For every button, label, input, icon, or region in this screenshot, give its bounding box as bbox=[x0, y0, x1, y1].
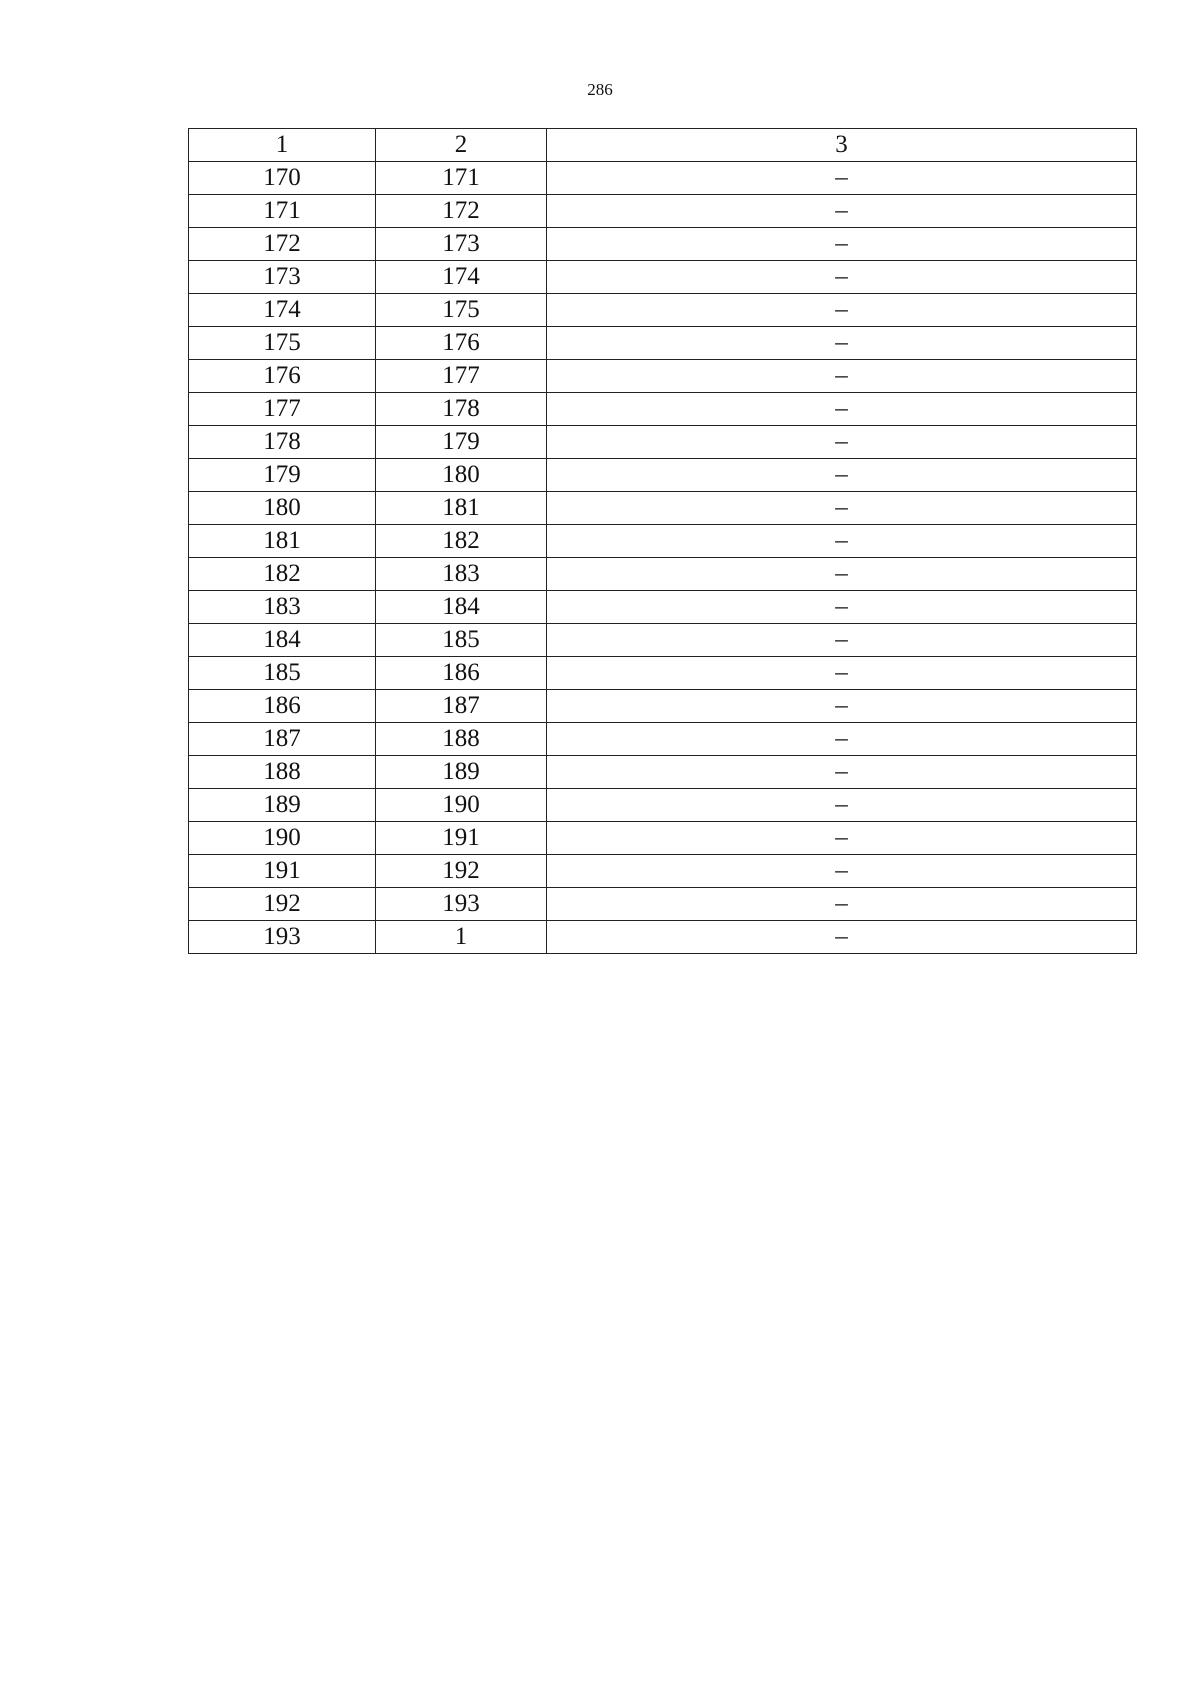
table-cell: 189 bbox=[189, 789, 376, 822]
table-cell: 178 bbox=[189, 426, 376, 459]
table-row bbox=[189, 591, 1137, 624]
table-cell: 173 bbox=[189, 261, 376, 294]
table-row bbox=[189, 228, 1137, 261]
table-row bbox=[189, 558, 1137, 591]
table-body bbox=[189, 162, 1137, 954]
table-cell: – bbox=[547, 162, 1137, 195]
table-cell: 188 bbox=[189, 756, 376, 789]
table-row bbox=[189, 327, 1137, 360]
table-cell: – bbox=[547, 624, 1137, 657]
page-number: 286 bbox=[587, 80, 613, 99]
table-cell: 175 bbox=[376, 294, 547, 327]
table-row bbox=[189, 723, 1137, 756]
table-cell: 172 bbox=[189, 228, 376, 261]
table-cell: 172 bbox=[376, 195, 547, 228]
table-cell: – bbox=[547, 393, 1137, 426]
table-cell: 187 bbox=[189, 723, 376, 756]
table-cell: 179 bbox=[376, 426, 547, 459]
table-cell: 183 bbox=[376, 558, 547, 591]
table-row bbox=[189, 195, 1137, 228]
table-row bbox=[189, 294, 1137, 327]
table-cell: 192 bbox=[376, 855, 547, 888]
table-cell: – bbox=[547, 822, 1137, 855]
table-cell: 185 bbox=[376, 624, 547, 657]
table-cell: – bbox=[547, 327, 1137, 360]
table-cell: – bbox=[547, 228, 1137, 261]
table-row bbox=[189, 822, 1137, 855]
table-cell: 191 bbox=[189, 855, 376, 888]
table-cell: 191 bbox=[376, 822, 547, 855]
table-cell: 178 bbox=[376, 393, 547, 426]
table-cell: 176 bbox=[189, 360, 376, 393]
table-cell: 174 bbox=[189, 294, 376, 327]
table-row bbox=[189, 855, 1137, 888]
column-header-1: 1 bbox=[189, 129, 376, 162]
table-row bbox=[189, 921, 1137, 954]
table-row bbox=[189, 657, 1137, 690]
table-row bbox=[189, 459, 1137, 492]
table-cell: 192 bbox=[189, 888, 376, 921]
table-row bbox=[189, 756, 1137, 789]
table-cell: – bbox=[547, 657, 1137, 690]
table-row bbox=[189, 426, 1137, 459]
table-cell: 190 bbox=[189, 822, 376, 855]
table-header-row bbox=[189, 129, 1137, 162]
table-row bbox=[189, 360, 1137, 393]
table-cell: 183 bbox=[189, 591, 376, 624]
table-row bbox=[189, 624, 1137, 657]
table-cell: 181 bbox=[189, 525, 376, 558]
table-row bbox=[189, 162, 1137, 195]
table-cell: 173 bbox=[376, 228, 547, 261]
table-cell: 187 bbox=[376, 690, 547, 723]
table-row bbox=[189, 525, 1137, 558]
table-cell: – bbox=[547, 756, 1137, 789]
table-cell: – bbox=[547, 558, 1137, 591]
table-cell: 186 bbox=[376, 657, 547, 690]
table-cell: 186 bbox=[189, 690, 376, 723]
table-cell: 180 bbox=[189, 492, 376, 525]
table-cell: – bbox=[547, 261, 1137, 294]
table-cell: – bbox=[547, 888, 1137, 921]
table-cell: 171 bbox=[189, 195, 376, 228]
table-cell: 184 bbox=[376, 591, 547, 624]
table-row bbox=[189, 261, 1137, 294]
column-header-2: 2 bbox=[376, 129, 547, 162]
table-cell: – bbox=[547, 855, 1137, 888]
data-table bbox=[188, 128, 1137, 954]
table-cell: 189 bbox=[376, 756, 547, 789]
table-cell: 179 bbox=[189, 459, 376, 492]
table-row bbox=[189, 888, 1137, 921]
table-row bbox=[189, 789, 1137, 822]
table-cell: 181 bbox=[376, 492, 547, 525]
table-cell: 175 bbox=[189, 327, 376, 360]
table-cell: 182 bbox=[376, 525, 547, 558]
table-cell: – bbox=[547, 789, 1137, 822]
table-row bbox=[189, 393, 1137, 426]
table-cell: 176 bbox=[376, 327, 547, 360]
table-cell: – bbox=[547, 723, 1137, 756]
table-cell: – bbox=[547, 492, 1137, 525]
table-cell: 185 bbox=[189, 657, 376, 690]
column-header-3: 3 bbox=[547, 129, 1137, 162]
table-cell: – bbox=[547, 591, 1137, 624]
table-cell: 174 bbox=[376, 261, 547, 294]
table-cell: – bbox=[547, 426, 1137, 459]
table-row bbox=[189, 690, 1137, 723]
table-cell: 1 bbox=[376, 921, 547, 954]
table-cell: – bbox=[547, 459, 1137, 492]
table-cell: 182 bbox=[189, 558, 376, 591]
table-cell: 177 bbox=[376, 360, 547, 393]
table-cell: – bbox=[547, 195, 1137, 228]
table-cell: 180 bbox=[376, 459, 547, 492]
table-cell: – bbox=[547, 921, 1137, 954]
table-cell: – bbox=[547, 690, 1137, 723]
table-cell: 177 bbox=[189, 393, 376, 426]
table-cell: – bbox=[547, 525, 1137, 558]
table-cell: 184 bbox=[189, 624, 376, 657]
table-cell: 171 bbox=[376, 162, 547, 195]
table-row bbox=[189, 492, 1137, 525]
table-cell: – bbox=[547, 360, 1137, 393]
table-cell: 190 bbox=[376, 789, 547, 822]
table-cell: 170 bbox=[189, 162, 376, 195]
table-cell: 193 bbox=[376, 888, 547, 921]
table-cell: 193 bbox=[189, 921, 376, 954]
table-cell: 188 bbox=[376, 723, 547, 756]
table-cell: – bbox=[547, 294, 1137, 327]
